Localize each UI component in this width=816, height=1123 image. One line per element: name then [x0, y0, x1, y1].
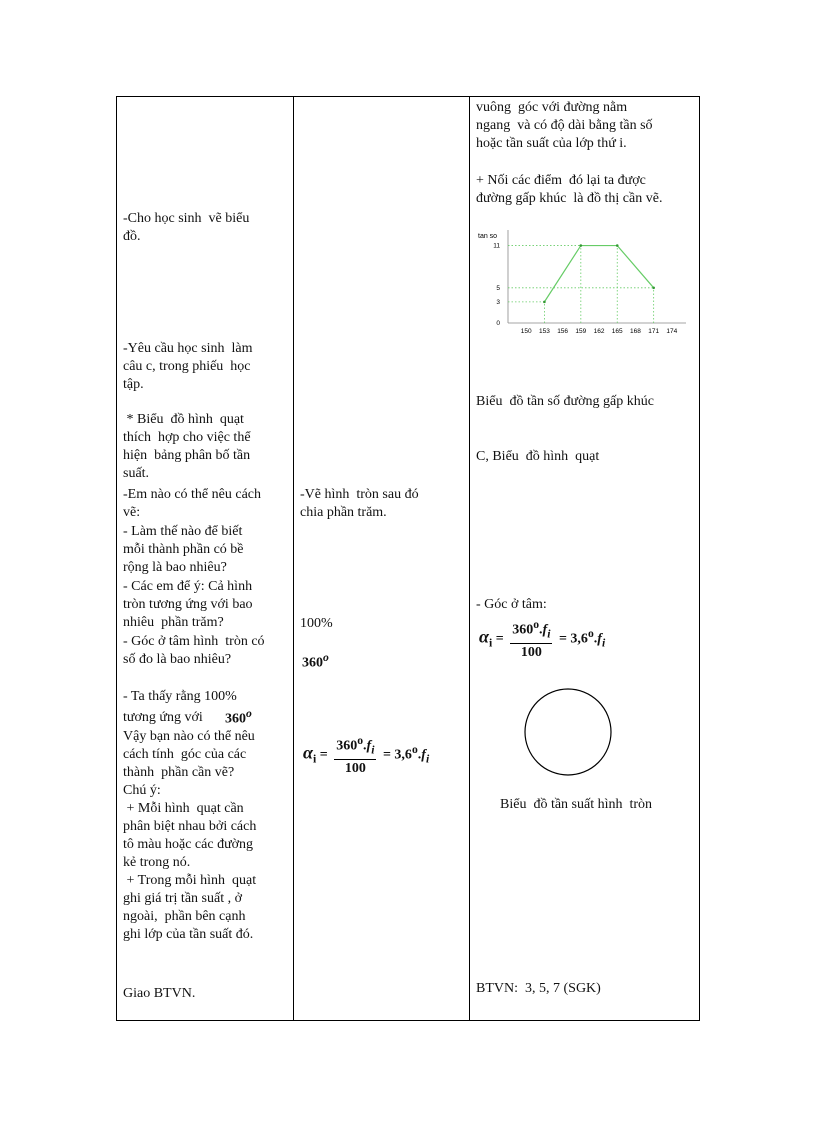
student-activity-text: -Vẽ hình tròn sau đó: [300, 487, 419, 502]
note-text: phân biệt nhau bởi cách: [123, 819, 257, 834]
instruction-text: tương ứng với: [123, 710, 203, 725]
note-text: ghi giá trị tần suất , ở: [123, 891, 242, 906]
angle-formula-col3: $\alpha_i$ = $\frac{360^o.f_i}{100}$ = $3,6^o.f_i$: [479, 618, 606, 661]
x-tick-label: 165: [611, 328, 623, 335]
instruction-text: -Em nào có thể nêu cách: [123, 487, 261, 502]
x-tick-label: 156: [557, 328, 569, 335]
data-point: [580, 244, 583, 247]
x-tick-label: 174: [666, 328, 678, 335]
x-tick-label: 171: [648, 328, 660, 335]
percent-text: 100%: [300, 616, 333, 631]
instruction-text: vẽ:: [123, 505, 141, 520]
degree-value-inline: 360$^o$: [225, 707, 252, 727]
data-point: [543, 301, 546, 304]
note-text: ngoài, phần bên cạnh: [123, 909, 246, 924]
instruction-text: suất.: [123, 466, 150, 481]
instruction-text: -Cho học sinh vẽ biểu: [123, 211, 250, 226]
instruction-text: * Biểu đồ hình quạt: [123, 412, 244, 427]
note-text: Chú ý:: [123, 783, 161, 798]
data-point: [652, 287, 655, 290]
instruction-text: Vậy bạn nào có thể nêu: [123, 729, 255, 744]
x-tick-label: 168: [630, 328, 641, 335]
assignment-text: Giao BTVN.: [123, 986, 196, 1001]
x-tick-label: 159: [575, 328, 587, 335]
note-text: ghi lớp của tần suất đó.: [123, 927, 254, 942]
note-text: + Trong mỗi hình quạt: [123, 873, 257, 888]
data-point: [616, 244, 619, 247]
frequency-polygon-chart: [474, 226, 690, 336]
instruction-text: thích hợp cho việc thể: [123, 430, 251, 445]
instruction-text: câu c, trong phiếu học: [123, 359, 251, 374]
instruction-text: tập.: [123, 377, 144, 392]
instruction-text: - Làm thế nào để biết: [123, 524, 243, 539]
instruction-text: đồ.: [123, 229, 141, 244]
content-text: vuông góc với đường nằm: [476, 100, 628, 115]
angle-formula-col2: $\alpha_i$ = $\frac{360^o.f_i}{100}$ = $3,6^o.f_i$: [303, 734, 430, 777]
instruction-text: tròn tương ứng với bao: [123, 597, 253, 612]
column-divider: [469, 97, 470, 1020]
instruction-text: - Góc ở tâm hình tròn có: [123, 634, 265, 649]
y-tick-label: 0: [496, 320, 500, 327]
instruction-text: số đo là bao nhiêu?: [123, 652, 232, 667]
x-tick-label: 153: [538, 328, 550, 335]
instruction-text: -Yêu cầu học sinh làm: [123, 341, 253, 356]
y-tick-label: 5: [496, 284, 500, 292]
note-text: kẻ trong nó.: [123, 855, 191, 870]
circle-caption: Biểu đồ tần suất hình tròn: [500, 797, 653, 812]
series-line: [544, 246, 653, 302]
pie-circle: [520, 684, 616, 780]
degree-value: 360$^o$: [302, 651, 329, 671]
instruction-text: - Ta thấy rằng 100%: [123, 689, 237, 704]
homework-text: BTVN: 3, 5, 7 (SGK): [476, 981, 601, 996]
chart-caption: Biểu đồ tần số đường gấp khúc: [476, 394, 654, 409]
y-axis-label: tan so: [478, 233, 498, 240]
x-tick-label: 150: [520, 328, 532, 335]
instruction-text: hiện bảng phân bố tần: [123, 448, 251, 463]
instruction-text: cách tính góc của các: [123, 747, 247, 762]
x-tick-label: 162: [593, 328, 605, 335]
content-text: hoặc tần suất của lớp thứ i.: [476, 136, 627, 151]
content-text: + Nối các điểm đó lại ta được: [476, 173, 646, 188]
instruction-text: mỗi thành phần có bề: [123, 542, 244, 557]
section-heading: C, Biểu đồ hình quạt: [476, 449, 600, 464]
column-divider: [293, 97, 294, 1020]
student-activity-text: chia phần trăm.: [300, 505, 387, 520]
content-text: ngang và có độ dài bằng tần số: [476, 118, 653, 133]
y-tick-label: 11: [493, 242, 500, 250]
y-tick-label: 3: [496, 298, 500, 306]
instruction-text: thành phần cần vẽ?: [123, 765, 235, 780]
instruction-text: nhiêu phần trăm?: [123, 615, 224, 630]
content-text: - Góc ở tâm:: [476, 597, 547, 612]
instruction-text: - Các em để ý: Cả hình: [123, 579, 253, 594]
note-text: tô màu hoặc các đường: [123, 837, 254, 852]
content-text: đường gấp khúc là đồ thị cần vẽ.: [476, 191, 663, 206]
instruction-text: rộng là bao nhiêu?: [123, 560, 227, 575]
note-text: + Mỗi hình quạt cần: [123, 801, 244, 816]
